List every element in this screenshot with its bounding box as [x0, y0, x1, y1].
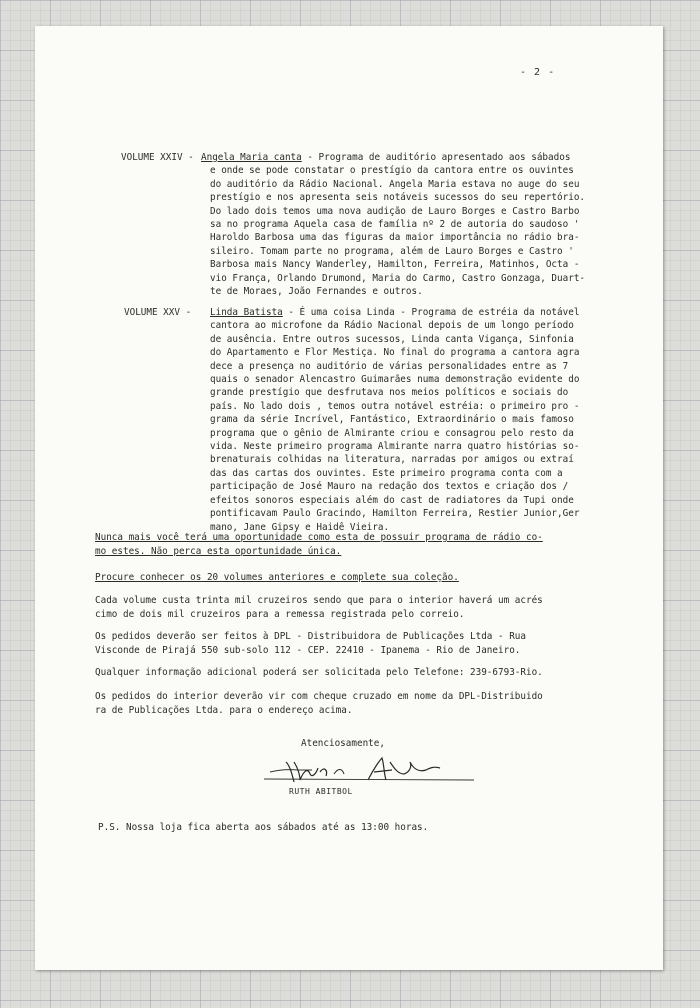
volume-25-line: dece a presença no auditório de várias personalidades entre as 7: [210, 360, 569, 372]
volume-25-line: mano, Jane Gipsy e Haidê Vieira.: [210, 521, 390, 533]
price-line: Cada volume custa trinta mil cruzeiros sendo que para o interior haverá um acrés: [95, 595, 543, 606]
handwritten-signature: [264, 752, 474, 786]
volume-25-title: Linda Batista: [210, 307, 283, 318]
volume-25-line: programa que o gênio de Almirante criou e consagrou pelo resto da: [210, 427, 574, 439]
volume-24-line: sa no programa Aquela casa de família nº 2 de autoria do saudoso ': [210, 219, 580, 231]
volume-25-line: brenaturais colhidas na literatura, narradas por amigos ou extraí: [210, 454, 574, 466]
notice-line: Procure conhecer os 20 volumes anteriores e complete sua coleção.: [95, 572, 459, 583]
volume-24-line: sileiro. Tomam parte no programa, além de Lauro Borges e Castro ': [210, 245, 574, 257]
volume-24-line: vio França, Orlando Drumond, Maria do Carmo, Castro Gonzaga, Duart-: [210, 272, 586, 284]
volume-25-line: quais o senador Alencastro Guimarães numa demonstração evidente do: [210, 374, 580, 386]
notice-collection: [95, 571, 459, 585]
notice-line: mo estes. Não perca esta oportunidade única.: [95, 545, 342, 557]
volume-24-line: do auditório da Rádio Nacional. Angela Maria estava no auge do seu: [210, 178, 580, 190]
volume-24-line: Barbosa mais Nancy Wanderley, Hamilton, Ferreira, Matinhos, Octa -: [210, 259, 580, 271]
volume-25-label: VOLUME XXV -: [124, 307, 192, 318]
volume-25-line: país. No lado dois , temos outra notável estréia: o primeiro pro -: [210, 400, 580, 412]
volume-25-line: vida. Neste primeiro programa Almirante narra quatro histórias so-: [210, 441, 580, 453]
info-paragraph: [95, 666, 543, 680]
interior-line: Os pedidos do interior deverão vir com cheque cruzado em nome da DPL-Distribuido: [95, 691, 543, 702]
volume-25-line: efeitos sonoros especiais além do cast de radiatores da Tupi onde: [210, 494, 574, 506]
volume-25-line: participação de José Mauro na redação dos textos e criação dos /: [210, 481, 569, 493]
info-line: Qualquer informação adicional poderá ser solicitada pelo Telefone: 239-6793-Rio.: [95, 667, 543, 678]
volume-25-line: grama da série Incrível, Fantástico, Extraordinário o mais famoso: [210, 414, 574, 426]
postscript: P.S. Nossa loja fica aberta aos sábados até as 13:00 horas.: [98, 822, 429, 833]
closing: Atenciosamente,: [301, 738, 385, 749]
volume-24-title: Angela Maria canta: [201, 152, 302, 163]
volume-24-first-line: [121, 151, 641, 164]
volume-24-line: Haroldo Barbosa uma das figuras da maior importância no rádio bra-: [210, 232, 580, 244]
price-paragraph: [95, 594, 543, 621]
orders-line: Os pedidos deverão ser feitos à DPL - Distribuidora de Publicações Ltda - Rua: [95, 631, 526, 642]
volume-24-line: prestígio e nos apresenta seis notáveis sucessos do seu repertório.: [210, 192, 586, 204]
page-number: - 2 -: [520, 67, 556, 78]
volume-25-first-line: [124, 306, 644, 319]
volume-25-line: cantora ao microfone da Rádio Nacional depois de um longo período: [210, 320, 574, 332]
volume-24-first-rest: - Programa de auditório apresentado aos sábados: [301, 152, 571, 163]
volume-24-line: e onde se pode constatar o prestígio da cantora entre os ouvintes: [210, 165, 574, 177]
notice-never-again: [95, 531, 543, 558]
notice-line: Nunca mais você terá uma oportunidade como esta de possuir programa de rádio co-: [95, 532, 543, 543]
volume-25-line: do Apartamento e Flor Mestiça. No final do programa a cantora agra: [210, 347, 580, 359]
interior-line: ra de Publicações Ltda. para o endereço acima.: [95, 704, 353, 716]
volume-24-label: VOLUME XXIV -: [121, 152, 194, 163]
interior-paragraph: [95, 690, 543, 717]
orders-paragraph: [95, 630, 526, 657]
volume-24-line: Do lado dois temos uma nova audição de Lauro Borges e Castro Barbo: [210, 205, 580, 217]
price-line: cimo de dois mil cruzeiros para a remessa registrada pelo correio.: [95, 608, 465, 620]
volume-25-first-rest: - É uma coisa Linda - Programa de estréia da notável: [282, 307, 580, 318]
orders-line: Visconde de Pirajá 550 sub-solo 112 - CEP. 22410 - Ipanema - Rio de Janeiro.: [95, 644, 521, 656]
signature-name: RUTH ABITBOL: [289, 787, 353, 796]
volume-25-line: das das cartas dos ouvintes. Este primeiro programa conta com a: [210, 467, 563, 479]
volume-25-line: grande prestígio que desfrutava nos meios políticos e sociais do: [210, 387, 569, 399]
volume-24-line: te de Moraes, João Fernandes e outros.: [210, 286, 423, 298]
volume-25-line: de ausência. Entre outros sucessos, Linda canta Vigança, Sinfonia: [210, 333, 574, 345]
volume-25-line: pontificavam Paulo Gracindo, Hamilton Ferreira, Restier Junior,Ger: [210, 508, 580, 520]
